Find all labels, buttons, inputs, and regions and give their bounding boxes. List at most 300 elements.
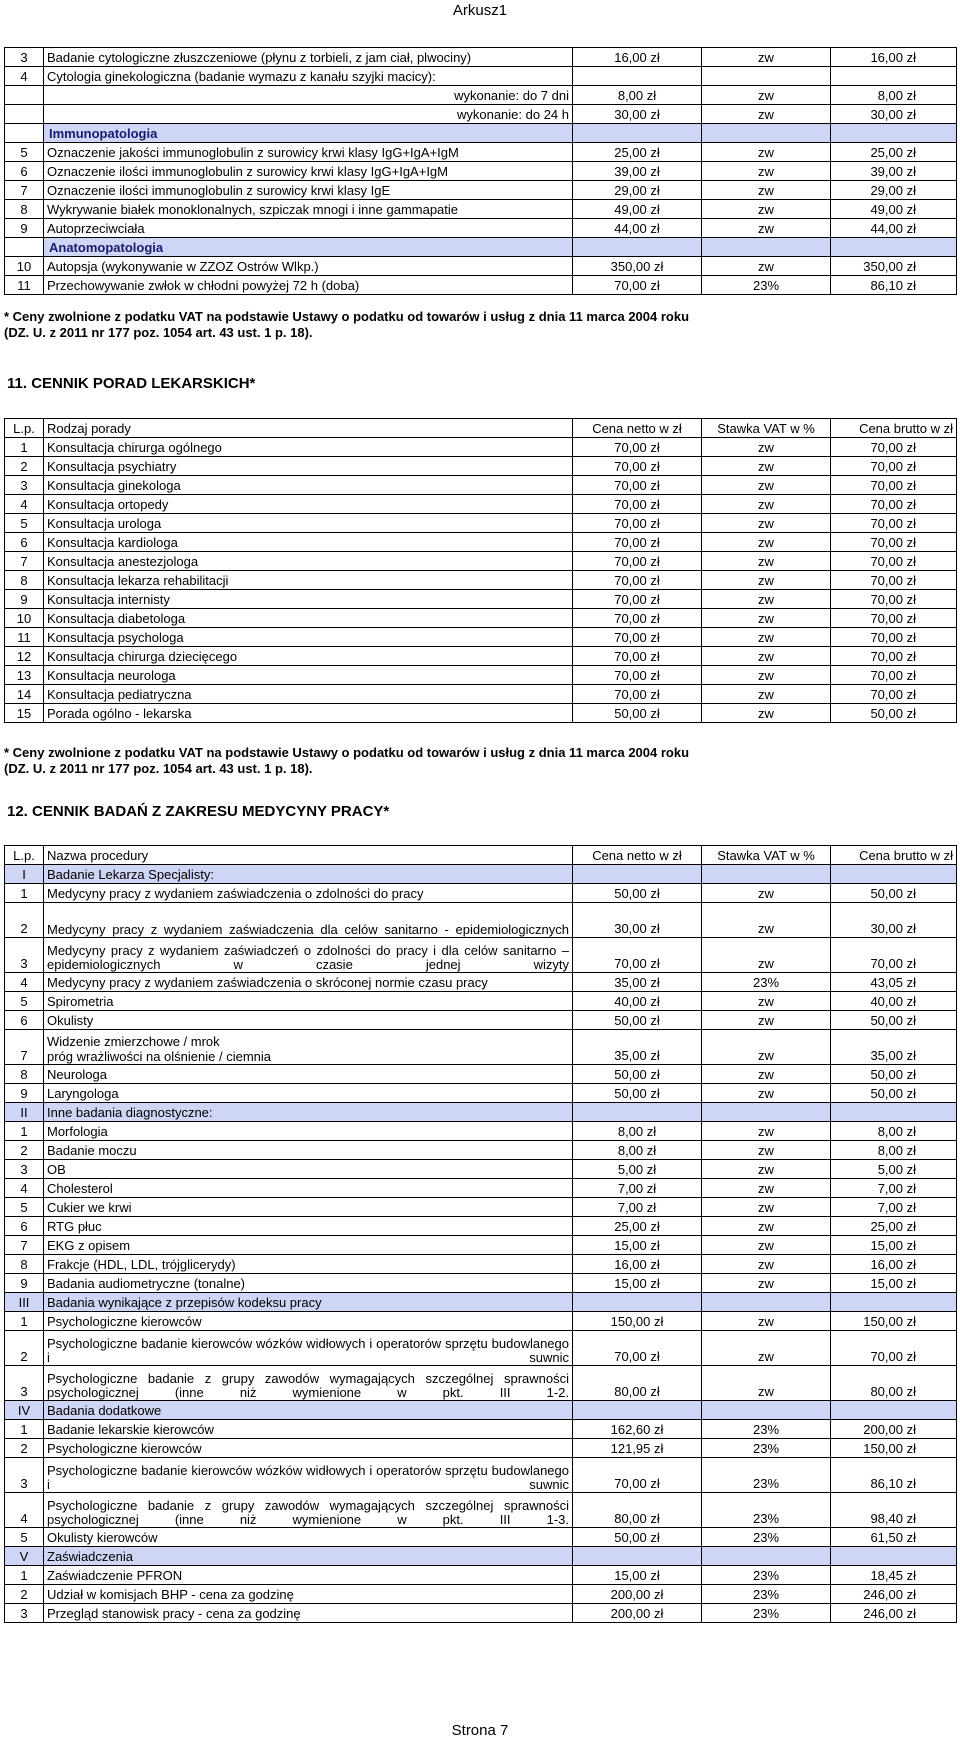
row-gross-price: 70,00 zł [831, 628, 957, 647]
row-gross-price: 70,00 zł [831, 438, 957, 457]
row-net-price [573, 1547, 702, 1566]
sheet-header: Arkusz1 [452, 2, 508, 19]
row-vat [702, 1401, 831, 1420]
row-net-price [573, 238, 702, 257]
vat-exemption-reference: (DZ. U. z 2011 nr 177 poz. 1054 art. 43 ust. 1 p. 18). [4, 325, 313, 340]
table-row [5, 903, 957, 938]
row-lp: 7 [5, 1030, 44, 1065]
row-name: Badanie Lekarza Specjalisty: [44, 865, 573, 884]
row-name: Oznaczenie jakości immunoglobulin z surowicy krwi klasy IgG+IgA+IgM [44, 143, 573, 162]
table-row [5, 628, 957, 647]
row-name: Autoprzeciwciała [44, 219, 573, 238]
row-net-price: 16,00 zł [573, 1255, 702, 1274]
table-row [5, 1236, 957, 1255]
header-lp: L.p. [5, 846, 44, 865]
row-gross-price: 15,00 zł [831, 1236, 957, 1255]
row-name: Frakcje (HDL, LDL, trójglicerydy) [44, 1255, 573, 1274]
row-vat [702, 1547, 831, 1566]
table-row [5, 1458, 957, 1493]
row-net-price: 5,00 zł [573, 1160, 702, 1179]
row-lp: IV [5, 1401, 44, 1420]
page-footer: Strona 7 [451, 1722, 509, 1739]
row-name: Konsultacja anestezjologa [44, 552, 573, 571]
row-vat: zw [702, 219, 831, 238]
row-gross-price: 70,00 zł [831, 647, 957, 666]
table-row [5, 143, 957, 162]
table-row [5, 865, 957, 884]
row-gross-price: 18,45 zł [831, 1566, 957, 1585]
row-gross-price: 80,00 zł [831, 1366, 957, 1401]
table-row [5, 666, 957, 685]
row-net-price: 44,00 zł [573, 219, 702, 238]
row-name: Konsultacja urologa [44, 514, 573, 533]
row-name: Wykrywanie białek monoklonalnych, szpiczak mnogi i inne gammapatie [44, 200, 573, 219]
row-name: Psychologiczne badanie kierowców wózków widłowych i operatorów sprzętu budowlanego i suwnic [44, 1331, 573, 1366]
row-lp: 7 [5, 552, 44, 571]
row-gross-price: 246,00 zł [831, 1604, 957, 1623]
row-vat: zw [702, 1030, 831, 1065]
row-gross-price: 150,00 zł [831, 1312, 957, 1331]
table-row [5, 1160, 957, 1179]
table-row [5, 1255, 957, 1274]
header-net: Cena netto w zł [573, 846, 702, 865]
row-net-price: 70,00 zł [573, 476, 702, 495]
row-name: Cholesterol [44, 1179, 573, 1198]
row-vat: zw [702, 1312, 831, 1331]
row-gross-price: 70,00 zł [831, 476, 957, 495]
row-lp: 4 [5, 973, 44, 992]
row-net-price [573, 1293, 702, 1312]
vat-exemption-note-11: * Ceny zwolnione z podatku VAT na podstawie Ustawy o podatku od towarów i usług z dnia 11 marca 2004 roku [4, 745, 690, 760]
row-net-price: 70,00 zł [573, 495, 702, 514]
row-name: Porada ogólno - lekarska [44, 704, 573, 723]
row-net-price: 70,00 zł [573, 552, 702, 571]
row-vat: zw [702, 1331, 831, 1366]
table-row [5, 1103, 957, 1122]
table-row [5, 181, 957, 200]
row-vat: 23% [702, 1458, 831, 1493]
row-gross-price: 8,00 zł [831, 1141, 957, 1160]
table-row [5, 438, 957, 457]
row-lp: II [5, 1103, 44, 1122]
price-table-pathology [4, 47, 957, 295]
row-name: Psychologiczne kierowców [44, 1439, 573, 1458]
row-vat: zw [702, 1255, 831, 1274]
row-name: Medycyny pracy z wydaniem zaświadczenia dla celów sanitarno - epidemiologicznych [44, 903, 573, 938]
row-vat: 23% [702, 1604, 831, 1623]
row-name: wykonanie: do 24 h [44, 105, 573, 124]
row-gross-price: 8,00 zł [831, 86, 957, 105]
row-gross-price: 50,00 zł [831, 884, 957, 903]
row-vat: zw [702, 1011, 831, 1030]
row-net-price: 200,00 zł [573, 1604, 702, 1623]
row-name: Konsultacja ortopedy [44, 495, 573, 514]
row-gross-price: 61,50 zł [831, 1528, 957, 1547]
table-row [5, 105, 957, 124]
row-vat: zw [702, 476, 831, 495]
row-name: Konsultacja psychiatry [44, 457, 573, 476]
row-lp: 3 [5, 1366, 44, 1401]
row-name: Badanie lekarskie kierowców [44, 1420, 573, 1439]
row-name: Medycyny pracy z wydaniem zaświadczenia o skróconej normie czasu pracy [44, 973, 573, 992]
row-lp: 1 [5, 884, 44, 903]
row-name: Cytologia ginekologiczna (badanie wymazu z kanału szyjki macicy): [44, 67, 573, 86]
table-row [5, 200, 957, 219]
table-row [5, 1420, 957, 1439]
row-gross-price: 246,00 zł [831, 1585, 957, 1604]
row-net-price [573, 865, 702, 884]
row-net-price: 70,00 zł [573, 685, 702, 704]
header-vat: Stawka VAT w % [702, 846, 831, 865]
row-name: Badanie moczu [44, 1141, 573, 1160]
table-row [5, 609, 957, 628]
row-net-price: 39,00 zł [573, 162, 702, 181]
header-gross: Cena brutto w zł [831, 419, 957, 438]
row-gross-price [831, 1103, 957, 1122]
row-gross-price: 70,00 zł [831, 938, 957, 973]
row-gross-price: 50,00 zł [831, 1011, 957, 1030]
row-vat: zw [702, 628, 831, 647]
row-net-price: 350,00 zł [573, 257, 702, 276]
table-row [5, 1065, 957, 1084]
row-vat [702, 67, 831, 86]
row-name: Cukier we krwi [44, 1198, 573, 1217]
row-net-price: 30,00 zł [573, 903, 702, 938]
row-vat: zw [702, 257, 831, 276]
row-gross-price: 70,00 zł [831, 666, 957, 685]
row-lp [5, 124, 44, 143]
table-row [5, 495, 957, 514]
row-net-price: 70,00 zł [573, 1458, 702, 1493]
row-net-price: 8,00 zł [573, 86, 702, 105]
row-gross-price: 70,00 zł [831, 1331, 957, 1366]
row-name: OB [44, 1160, 573, 1179]
row-lp: 2 [5, 1331, 44, 1366]
row-gross-price: 350,00 zł [831, 257, 957, 276]
row-vat: zw [702, 1122, 831, 1141]
row-name: Autopsja (wykonywanie w ZZOZ Ostrów Wlkp.) [44, 257, 573, 276]
row-name: wykonanie: do 7 dni [44, 86, 573, 105]
row-lp: 14 [5, 685, 44, 704]
row-name: Konsultacja chirurga dziecięcego [44, 647, 573, 666]
header-name: Nazwa procedury [44, 846, 573, 865]
row-gross-price: 200,00 zł [831, 1420, 957, 1439]
table-row [5, 647, 957, 666]
row-vat: zw [702, 884, 831, 903]
vat-exemption-reference-11: (DZ. U. z 2011 nr 177 poz. 1054 art. 43 ust. 1 p. 18). [4, 761, 313, 776]
header-vat: Stawka VAT w % [702, 419, 831, 438]
row-vat: zw [702, 457, 831, 476]
row-net-price: 25,00 zł [573, 1217, 702, 1236]
row-lp: III [5, 1293, 44, 1312]
row-gross-price [831, 124, 957, 143]
table-row [5, 1528, 957, 1547]
row-gross-price [831, 1401, 957, 1420]
row-lp: 4 [5, 495, 44, 514]
row-net-price: 80,00 zł [573, 1366, 702, 1401]
row-name: Konsultacja pediatryczna [44, 685, 573, 704]
row-lp: 2 [5, 903, 44, 938]
row-lp: 1 [5, 1566, 44, 1585]
row-lp [5, 238, 44, 257]
table-row [5, 571, 957, 590]
table-row [5, 884, 957, 903]
row-lp: 7 [5, 1236, 44, 1255]
row-name: Konsultacja lekarza rehabilitacji [44, 571, 573, 590]
row-net-price: 50,00 zł [573, 884, 702, 903]
row-lp: 6 [5, 1217, 44, 1236]
row-gross-price: 49,00 zł [831, 200, 957, 219]
table-row [5, 1331, 957, 1366]
table-row [5, 1604, 957, 1623]
row-gross-price: 70,00 zł [831, 685, 957, 704]
row-name: Medycyny pracy z wydaniem zaświadczeń o zdolności do pracy i dla celów sanitarno – epidemiologicznych w czasie jednej wizyty [44, 938, 573, 973]
row-vat: zw [702, 533, 831, 552]
row-net-price: 40,00 zł [573, 992, 702, 1011]
table-row [5, 704, 957, 723]
row-gross-price [831, 865, 957, 884]
price-table-consultations [4, 418, 957, 723]
row-vat: zw [702, 143, 831, 162]
table-row [5, 1217, 957, 1236]
header-lp: L.p. [5, 419, 44, 438]
row-vat: zw [702, 162, 831, 181]
table-row [5, 1198, 957, 1217]
row-lp: 8 [5, 200, 44, 219]
row-vat: 23% [702, 1493, 831, 1528]
row-gross-price: 86,10 zł [831, 276, 957, 295]
row-lp [5, 105, 44, 124]
row-net-price [573, 124, 702, 143]
row-lp: 3 [5, 1458, 44, 1493]
row-lp: 2 [5, 457, 44, 476]
row-name: Konsultacja kardiologa [44, 533, 573, 552]
vat-exemption-note: * Ceny zwolnione z podatku VAT na podstawie Ustawy o podatku od towarów i usług z dnia 11 marca 2004 roku [4, 309, 690, 324]
row-name: Oznaczenie ilości immunoglobulin z surowicy krwi klasy IgG+IgA+IgM [44, 162, 573, 181]
table-row [5, 86, 957, 105]
table-row [5, 1179, 957, 1198]
row-name: Neurologa [44, 1065, 573, 1084]
row-name: Psychologiczne badanie z grupy zawodów wymagających szczególnej sprawności psychologicznej (inne niż wymienione w pkt. III 1-3. [44, 1493, 573, 1528]
row-lp: 9 [5, 590, 44, 609]
row-vat: zw [702, 1274, 831, 1293]
table-row [5, 48, 957, 67]
row-name-line-2: próg wrażliwości na olśnienie / ciemnia [47, 1049, 271, 1064]
row-vat: 23% [702, 1566, 831, 1585]
row-name: Okulisty [44, 1011, 573, 1030]
row-lp: 4 [5, 67, 44, 86]
row-name: Zaświadczenia [44, 1547, 573, 1566]
row-gross-price: 30,00 zł [831, 903, 957, 938]
row-lp: 8 [5, 1255, 44, 1274]
row-lp: 8 [5, 1065, 44, 1084]
row-name: Psychologiczne badanie kierowców wózków widłowych i operatorów sprzętu budowlanego i suwnic [44, 1458, 573, 1493]
row-net-price: 70,00 zł [573, 438, 702, 457]
row-name: Immunopatologia [44, 124, 573, 143]
row-net-price: 7,00 zł [573, 1179, 702, 1198]
row-net-price: 80,00 zł [573, 1493, 702, 1528]
row-vat: 23% [702, 1528, 831, 1547]
row-net-price: 70,00 zł [573, 533, 702, 552]
row-name: Medycyny pracy z wydaniem zaświadczenia o zdolności do pracy [44, 884, 573, 903]
row-lp: 13 [5, 666, 44, 685]
row-gross-price: 16,00 zł [831, 48, 957, 67]
row-net-price: 50,00 zł [573, 704, 702, 723]
row-name: Inne badania diagnostyczne: [44, 1103, 573, 1122]
row-lp: 4 [5, 1493, 44, 1528]
table-row [5, 476, 957, 495]
row-gross-price: 35,00 zł [831, 1030, 957, 1065]
table-row [5, 1312, 957, 1331]
row-net-price: 70,00 zł [573, 590, 702, 609]
row-vat: 23% [702, 973, 831, 992]
row-gross-price: 50,00 zł [831, 704, 957, 723]
row-net-price: 50,00 zł [573, 1011, 702, 1030]
table-row [5, 1439, 957, 1458]
row-lp: 3 [5, 1160, 44, 1179]
row-vat: zw [702, 181, 831, 200]
table-row [5, 67, 957, 86]
table-row [5, 1011, 957, 1030]
row-vat: 23% [702, 1420, 831, 1439]
row-vat [702, 1293, 831, 1312]
table-row [5, 457, 957, 476]
row-lp: 5 [5, 1528, 44, 1547]
row-net-price: 49,00 zł [573, 200, 702, 219]
row-gross-price [831, 238, 957, 257]
row-name: Badania dodatkowe [44, 1401, 573, 1420]
row-lp: 3 [5, 938, 44, 973]
row-net-price: 50,00 zł [573, 1084, 702, 1103]
row-gross-price: 40,00 zł [831, 992, 957, 1011]
table-row [5, 973, 957, 992]
row-gross-price: 29,00 zł [831, 181, 957, 200]
row-gross-price: 70,00 zł [831, 514, 957, 533]
row-lp: 5 [5, 1198, 44, 1217]
row-name: Badanie cytologiczne złuszczeniowe (płynu z torbieli, z jam ciał, plwociny) [44, 48, 573, 67]
row-name: Przegląd stanowisk pracy - cena za godzinę [44, 1604, 573, 1623]
table-row [5, 1547, 957, 1566]
row-lp: 1 [5, 1312, 44, 1331]
row-name: Spirometria [44, 992, 573, 1011]
row-gross-price: 50,00 zł [831, 1065, 957, 1084]
row-lp: 11 [5, 628, 44, 647]
row-net-price: 8,00 zł [573, 1141, 702, 1160]
row-vat: zw [702, 609, 831, 628]
row-vat: zw [702, 1084, 831, 1103]
row-name: Konsultacja chirurga ogólnego [44, 438, 573, 457]
row-gross-price: 5,00 zł [831, 1160, 957, 1179]
row-vat: zw [702, 903, 831, 938]
row-lp: 9 [5, 1084, 44, 1103]
row-lp: 2 [5, 1585, 44, 1604]
table-row [5, 514, 957, 533]
row-vat: zw [702, 514, 831, 533]
table-row [5, 1122, 957, 1141]
row-net-price: 162,60 zł [573, 1420, 702, 1439]
row-lp: 3 [5, 48, 44, 67]
row-name: Konsultacja ginekologa [44, 476, 573, 495]
row-gross-price: 43,05 zł [831, 973, 957, 992]
row-net-price: 70,00 zł [573, 609, 702, 628]
row-net-price [573, 1401, 702, 1420]
row-name: RTG płuc [44, 1217, 573, 1236]
row-net-price: 70,00 zł [573, 628, 702, 647]
row-name: Oznaczenie ilości immunoglobulin z surowicy krwi klasy IgE [44, 181, 573, 200]
row-vat: zw [702, 590, 831, 609]
row-net-price: 70,00 zł [573, 514, 702, 533]
row-gross-price [831, 67, 957, 86]
row-vat: zw [702, 1366, 831, 1401]
header-name: Rodzaj porady [44, 419, 573, 438]
row-vat: zw [702, 200, 831, 219]
table-row [5, 276, 957, 295]
row-vat: zw [702, 1160, 831, 1179]
table-row [5, 1493, 957, 1528]
row-name: Udział w komisjach BHP - cena za godzinę [44, 1585, 573, 1604]
table-row [5, 992, 957, 1011]
row-lp: 6 [5, 533, 44, 552]
table-row [5, 1030, 957, 1065]
row-vat [702, 124, 831, 143]
row-name: Laryngologa [44, 1084, 573, 1103]
row-net-price [573, 67, 702, 86]
row-vat: zw [702, 86, 831, 105]
table-row [5, 1084, 957, 1103]
table-row [5, 590, 957, 609]
row-name: Psychologiczne kierowców [44, 1312, 573, 1331]
table-row [5, 219, 957, 238]
row-vat: 23% [702, 1585, 831, 1604]
row-net-price: 70,00 zł [573, 571, 702, 590]
row-lp: 9 [5, 1274, 44, 1293]
row-gross-price: 70,00 zł [831, 571, 957, 590]
row-net-price: 70,00 zł [573, 938, 702, 973]
row-gross-price: 70,00 zł [831, 533, 957, 552]
row-lp: 12 [5, 647, 44, 666]
row-lp: 1 [5, 1420, 44, 1439]
row-name: Konsultacja neurologa [44, 666, 573, 685]
table-row [5, 533, 957, 552]
table-header-row [5, 419, 957, 438]
row-gross-price: 25,00 zł [831, 143, 957, 162]
row-net-price: 15,00 zł [573, 1236, 702, 1255]
row-net-price: 8,00 zł [573, 1122, 702, 1141]
row-net-price: 29,00 zł [573, 181, 702, 200]
row-net-price [573, 1103, 702, 1122]
row-lp: 1 [5, 438, 44, 457]
row-name: Psychologiczne badanie z grupy zawodów wymagających szczególnej sprawności psychologicznej (inne niż wymienione w pkt. III 1-2. [44, 1366, 573, 1401]
row-name: Badania audiometryczne (tonalne) [44, 1274, 573, 1293]
table-row [5, 938, 957, 973]
table-row [5, 552, 957, 571]
row-vat: zw [702, 666, 831, 685]
row-name: Konsultacja internisty [44, 590, 573, 609]
row-gross-price: 8,00 zł [831, 1122, 957, 1141]
table-row [5, 124, 957, 143]
row-net-price: 25,00 zł [573, 143, 702, 162]
row-vat: zw [702, 1198, 831, 1217]
row-name: EKG z opisem [44, 1236, 573, 1255]
row-net-price: 70,00 zł [573, 457, 702, 476]
row-net-price: 70,00 zł [573, 276, 702, 295]
row-gross-price: 7,00 zł [831, 1179, 957, 1198]
row-name: Morfologia [44, 1122, 573, 1141]
row-net-price: 30,00 zł [573, 105, 702, 124]
row-vat: zw [702, 938, 831, 973]
header-gross: Cena brutto w zł [831, 846, 957, 865]
row-name: Badania wynikające z przepisów kodeksu pracy [44, 1293, 573, 1312]
